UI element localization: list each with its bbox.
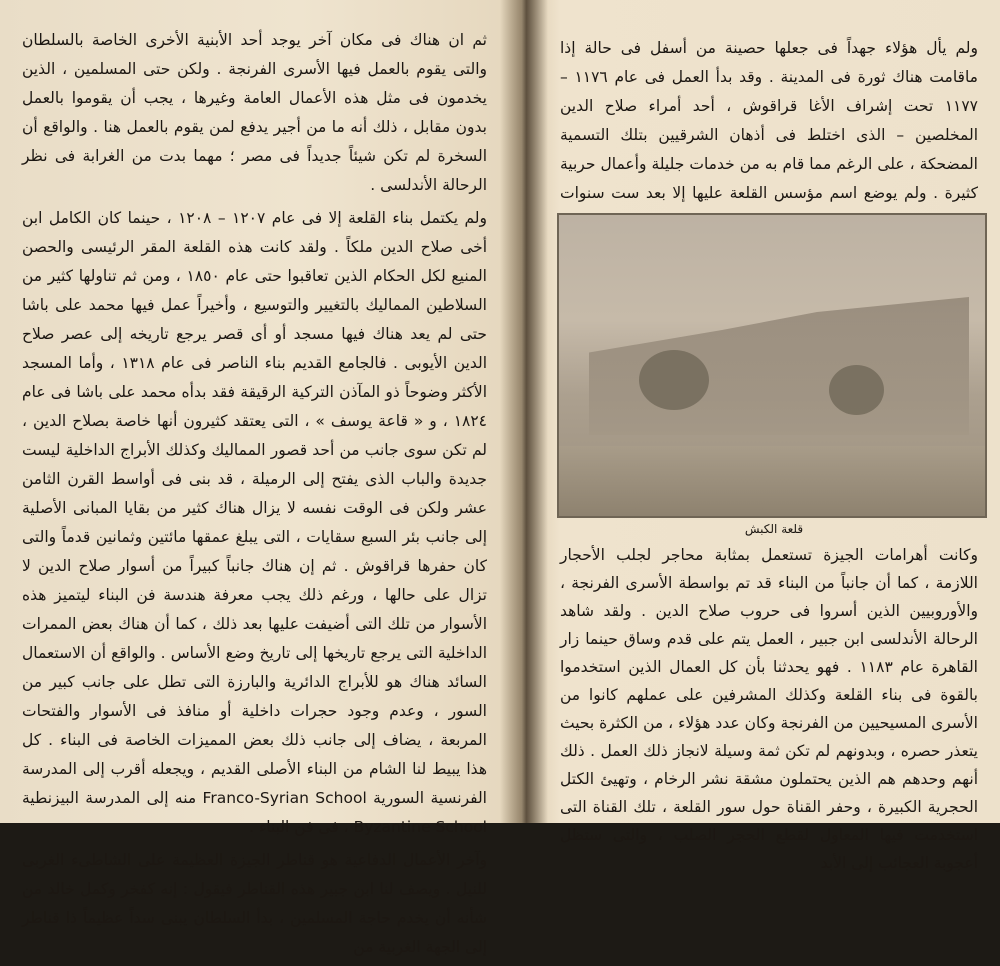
photo-tree (639, 350, 709, 410)
photo-caption: قلعة الكبش (744, 522, 804, 536)
left-page-text (22, 26, 487, 966)
right-paragraph-bottom: وكانت أهرامات الجيزة تستعمل بمثابة محاجر لجلب الأحجار اللازمة ، كما أن جانباً من البناء قد تم بواسطة الأسرى الفرنجة ، والأوروبيين الذين أسروا فى حروب صلاح الدين . ولقد شاهد الرحالة الأندلسى ابن جبير ، العمل يتم على قدم وساق حينما زار القاهرة عام ١١٨٣ . فهو يحدثنا بأن كل العمال الذين استخدموا بالقوة فى بناء القلعة وكذلك المشرفين على عملهم كانوا من الأسرى المسيحيين من الفرنجة وكان عدد هؤلاء ، من الكثرة بحيث يتعذر حصره ، وبدونهم لم تكن ثمة وسيلة لانجاز ذلك العمل . ذلك أنهم وحدهم هم الذين يحتملون مشقة نشر الرخام ، وتهيئ الكتل الحجرية الكبيرة ، وحفر القناة حول سور القلعة ، تلك القناة التى استخدمت فيها المعاول لقطع الحجر الصلب ، والتى ستظل أعجوبة العجائب إلى الأبد (560, 546, 978, 872)
citadel-photo (557, 213, 987, 518)
right-page (548, 0, 1000, 872)
left-page (0, 0, 505, 956)
left-paragraph-1: ثم ان هناك فى مكان آخر يوجد أحد الأبنية الأخرى الخاصة بالسلطان والتى يقوم بالعمل فيها الأسرى الفرنجة . ولكن حتى المسلمين ، الذين يخدمون فى مثل هذه الأعمال العامة وغيرها ، يجب أن يقوموا بالعمل بدون مقابل ، ذلك أنه ما من أجير يدفع لمن يقوم بالعمل هنا . والواقع أن السخرة لم تكن شيئاً جديداً فى مصر ؛ مهما بدت من الغرابة فى نظر الرحالة الأندلسى . (22, 31, 487, 194)
photo-ground (559, 446, 985, 516)
left-paragraph-2: ولم يكتمل بناء القلعة إلا فى عام ١٢٠٧ – ١٢٠٨ ، حينما كان الكامل ابن أخى صلاح الدين ملكاً . ولقد كانت هذه القلعة المقر الرئيسى والحصن المنيع لكل الحكام الذين تعاقبوا حتى عام ١٨٥٠ ، ومن ثم تناولها كثير من السلاطين المماليك بالتغيير والتوسيع ، وأخيراً عمل فيها محمد على باشا حتى لم يعد هناك فيها مسجد أو أى قصر يرجع تاريخه إلى عصر صلاح الدين الأيوبى . فالجامع القديم بناء الناصر فى عام ١٣١٨ ، وأما المسجد الأكثر وضوحاً ذو المآذن التركية الرقيقة فقد بدأه محمد على باشا فى عام ١٨٢٤ ، و « قاعة يوسف » ، التى يعتقد كثيرون أنها خاصة بصلاح الدين ، لم تكن سوى جانب من أحد قصور المماليك وكذلك الأبراج الداخلية ليست جديدة والباب الذى يفتح إلى الرميلة ، قد بنى فى أواسط القرن الثامن عشر ولكن فى الوقت نفسه لا يزال هناك كثير من بقايا المبانى الأصلية إلى جانب بئر السبع سقايات ، التى يبلغ عمقها مائتين وثمانين قدماً والتى كان حفرها قراقوش . ثم إن هناك جانباً كبيراً من أسوار صلاح الدين لا تزال على حالها ، ورغم ذلك يجب معرفة هندسة فن البناء ليتميز هذه الأسوار من تلك التى أضيفت عليها بعد ذلك ، كما أن هناك بعض الممرات الداخلية التى يرجع تاريخها إلى تاريخ وضع الأساس . والواقع أن الاستعمال السائد هناك هو للأبراج الدائرية والبارزة التى تطل على جانب كبير من السور ، وعدم وجود حجرات داخلية أو منافذ فى الأسوار والفتحات المربعة ، يضاف إلى جانب ذلك بعض المميزات الخاصة فى البناء . كل هذا يبيط لنا الشام من البناء الأصلى القديم ، ويجعله أقرب إلى المدرسة الفرنسية السورية Franco-Syrian School منه إلى المدرسة البيزنطية Byzantine School ، فى فن البناء . (22, 209, 487, 836)
book-gutter (500, 0, 548, 823)
right-paragraph-top: ولم يأل هؤلاء جهداً فى جعلها حصينة من أسفل فى حالة إذا ماقامت هناك ثورة فى المدينة . وقد بدأ العمل فى عام ١١٧٦ – ١١٧٧ تحت إشراف الأغا قراقوش ، أحد أمراء صلاح الدين المخلصين – الذى اختلط فى أذهان الشرقيين بتلك التسمية المضحكة ، على الرغم مما قام به من خدمات جليلة وأعمال حربية كثيرة . ولم يوضع اسم مؤسس القلعة عليها إلا بعد ست سنوات (560, 39, 978, 202)
photo-tree (829, 365, 884, 415)
left-paragraph-3: وآخر الأعمال الدفاعية هو قناطر الجيزة العظيمة على الشاطىء الغربى للنيل . ويصف لنا ابن جبير هذه القناطر فيقول : إنه كفخر وكمل خالد من شأنه أن يخدم حاجة المسلمين ، بدأ السلطان يبنى سداً عظيماً ذا قناطر إلى الجهة الغربية من (22, 851, 487, 956)
right-page-bottom-text (560, 541, 978, 881)
